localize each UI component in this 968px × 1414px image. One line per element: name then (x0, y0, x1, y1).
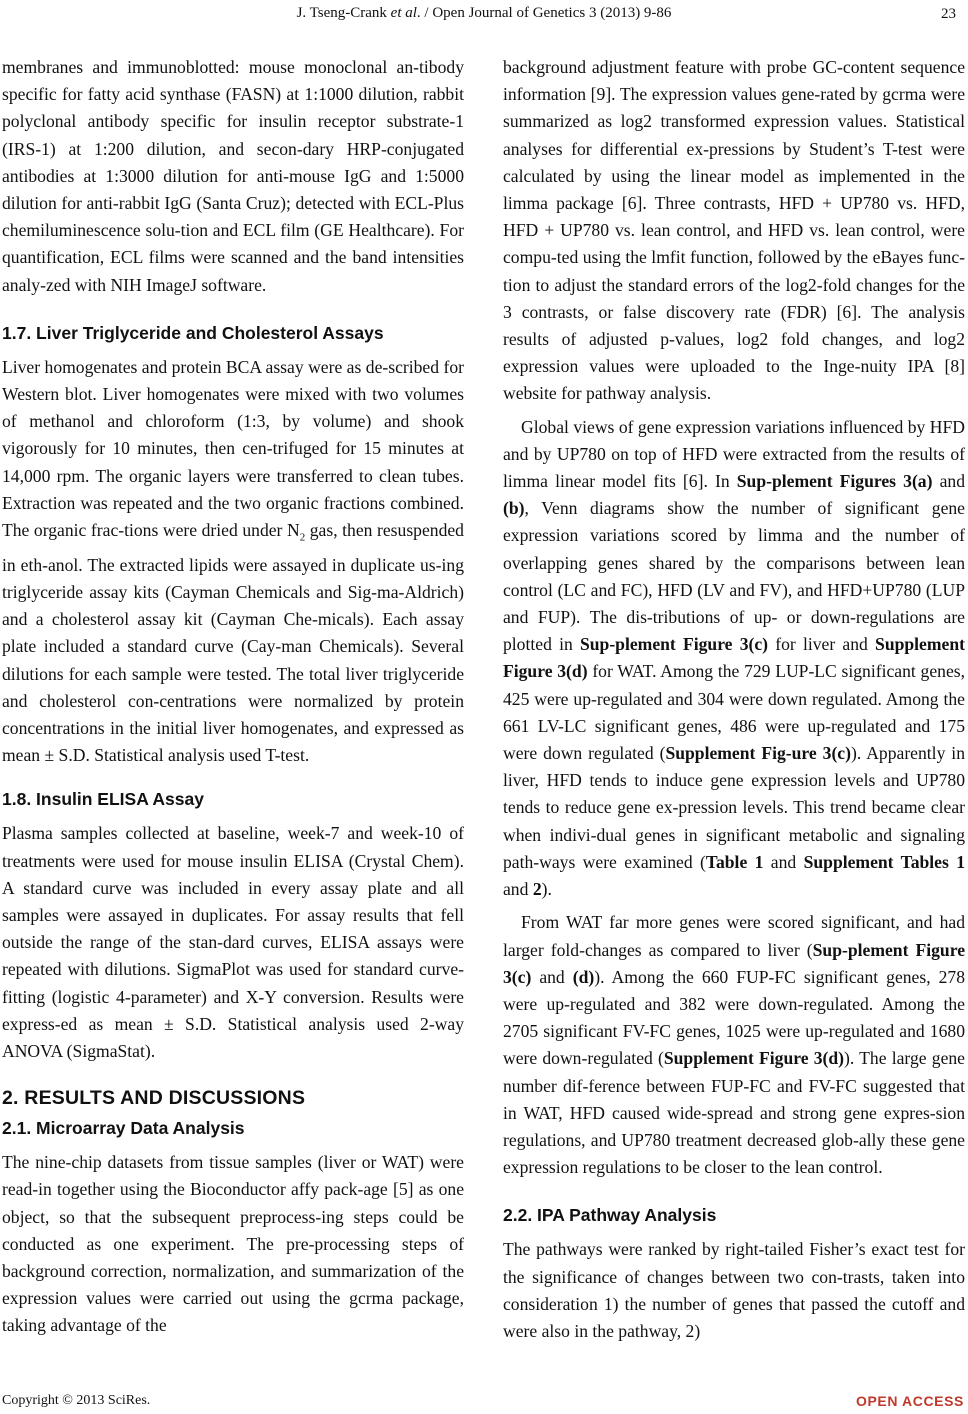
left-column (2, 54, 464, 1340)
footer-open-access: OPEN ACCESS (856, 1393, 964, 1409)
footer-copyright: Copyright © 2013 SciRes. (2, 1393, 151, 1408)
right-column (503, 54, 965, 1345)
section-heading-2-1: 2.1. Microarray Data Analysis (2, 1118, 245, 1139)
page-header (0, 0, 968, 28)
page-number: 23 (941, 6, 956, 22)
paragraph-microarray-continued: background adjustment feature with probe GC-content sequence information [9]. The expression values gene-rated by gcrma were summarized as log2 transformed expression values. Statistical analyses for differential ex-pressions by Student’s T-test were calculated by using the linear model as implemented in the limma package [6]. Three contrasts, HFD + UP780 vs. HFD, HFD + UP780 vs. lean control, and HFD vs. lean control, were compu-ted using the lmfit function, followed by the eBayes func-tion to adjust the standard errors of the log2-fold changes for the 3 contrasts, or false discovery rate (FDR) [6]. The analysis results of adjusted p-values, log2 fold changes, and log2 expression values were uploaded to the Inge-nuity IPA [8] website for pathway analysis. (503, 57, 965, 404)
paragraph-wat: From WAT far more genes were scored significant, and had larger fold-changes as compared to liver (Sup-plement Figure 3(c) and (d)). Among the 660 FUP-FC significant genes, 278 were up-regulated and 382 were down-regulated. Among the 2705 significant FV-FC genes, 1025 were up-regulated and 1680 were down-regulated (Supplement Figure 3(d)). The large gene number dif-ference between FUP-FC and FV-FC suggested that in WAT, HFD caused wide-spread and strong gene expres-sion regulations, and UP780 treatment decreased glob-ally these gene expression regulations to be closer to the lean control. (503, 912, 966, 1178)
section-heading-results: 2. RESULTS AND DISCUSSIONS (2, 1087, 306, 1110)
section-heading-1-8: 1.8. Insulin ELISA Assay (2, 789, 204, 810)
paragraph-ipa-pathway: The pathways were ranked by right-tailed Fisher’s exact test for the significance of changes between two con-trasts, taken into consideration 1) the number of genes that passed the cutoff and were also in the pathway, 2) (503, 1239, 965, 1341)
paragraph-western-blot-continued: membranes and immunoblotted: mouse monoclonal an-tibody specific for fatty acid synthase (FASN) at 1:1000 dilution, rabbit polyclonal antibody specific for insulin receptor substrate-1 (IRS-1) at 1:200 dilution, and secon-dary HRP-conjugated antibodies at 1:3000 dilution for anti-mouse IgG and 1:5000 dilution for anti-rabbit IgG (Santa Cruz); detected with ECL-Plus chemiluminescence solu-tion and ECL film (GE Healthcare). For quantification, ECL films were scanned and the band intensities analy-zed with NIH ImageJ software. (2, 57, 464, 295)
paragraph-liver-assays: Liver homogenates and protein BCA assay were as de-scribed for Western blot. Liver homogenates were mixed with two volumes of methanol and chloroform (1:3, by volume) and shook vigorously for 10 minutes, then cen-trifuged for 15 minutes at 14,000 rpm. The organic layers were transferred to clean tubes. Extraction was repeated and the two organic fractions combined. The organic frac-tions were dried under $N_2$ gas, then resuspended in eth-anol. The extracted lipids were assayed in duplicate us-ing triglyceride assay kits (Cayman Chemicals and Sig-ma-Aldrich) and a cholesterol assay kit (Cayman Che-micals). Each assay plate included a standard curve (Cay-man Chemicals). Several dilutions for each sample were tested. The total liver triglyceride and cholesterol con-centrations were normalized by protein concentrations in the initial liver homogenates, and expressed as mean ± S.D. Statistical analysis used T-test. (2, 356, 464, 766)
section-heading-2-2: 2.2. IPA Pathway Analysis (503, 1205, 717, 1226)
section-heading-1-7: 1.7. Liver Triglyceride and Cholesterol Assays (2, 322, 384, 343)
paragraph-microarray: The nine-chip datasets from tissue samples (liver or WAT) were read-in together using the Bioconductor affy pack-age [5] as one object, so that the subsequent preprocess-ing steps could be conducted as one experiment. The pre-processing steps of background correction, normalization, and summarization of the expression values were carried out using the gcrma package, taking advantage of the (2, 1152, 464, 1336)
paragraph-insulin-elisa: Plasma samples collected at baseline, week-7 and week-10 of treatments were used for mouse insulin ELISA (Crystal Chem). A standard curve was included in every assay plate and all samples were assayed in duplicates. For assay results that fell outside the range of the stan-dard curves, ELISA assays were repeated with dilutions. SigmaPlot was used for standard curve-fitting (logistic 4-parameter) and X-Y conversion. Results were express-ed as mean ± S.D. Statistical analysis used 2-way ANOVA (SigmaStat). (2, 823, 464, 1062)
running-title: J. Tseng-Crank et al. / Open Journal of Genetics 3 (2013) 9-86 (296, 5, 672, 21)
paragraph-global-views: Global views of gene expression variations influenced by HFD and by UP780 on top of HFD were extracted from the results of limma linear model fits [6]. In Sup-plement Figures 3(a) and (b), Venn diagrams show the number of significant gene expression variations scored by limma and the number of overlapping genes shared by the comparisons between lean control (LC and FC), HFD (LV and FV), and HFD+UP780 (LUP and FUP). The dis-tributions of up- or down-regulations are plotted in Sup-plement Figure 3(c) for liver and Supplement Figure 3(d) for WAT. Among the 729 LUP-LC significant genes, 425 were up-regulated and 304 were down regulated. Among the 661 LV-LC significant genes, 486 were up-regulated and 175 were down regulated (Supplement Fig-ure 3(c)). Apparently in liver, HFD tends to induce gene expression levels and UP780 tends to reduce gene ex-pression levels. This trend became clear when indivi-dual genes in significant metabolic and signaling path-ways were examined (Table 1 and Supplement Tables 1 and 2). (503, 416, 966, 900)
